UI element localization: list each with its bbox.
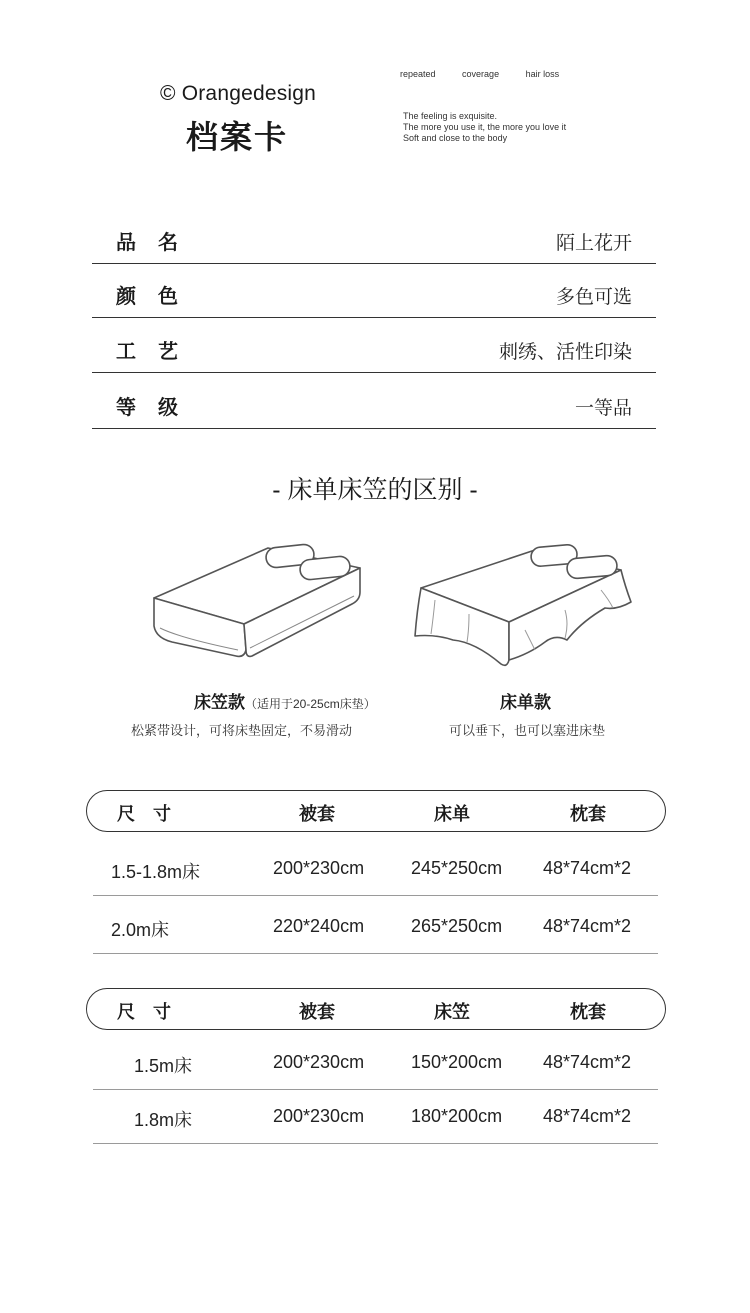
- flat-style-name: 床单款: [500, 693, 551, 712]
- info-value: 刺绣、活性印染: [498, 342, 632, 363]
- table-cell: 1.5-1.8m床: [111, 862, 201, 882]
- table1-header-pillowcase: 枕套: [570, 804, 606, 824]
- table-cell: 1.8m床: [134, 1110, 193, 1130]
- info-row-craft: [92, 318, 656, 373]
- info-value: 多色可选: [555, 287, 632, 308]
- fitted-sheet-illustration: [140, 530, 380, 670]
- row-divider: [93, 953, 658, 954]
- table-cell: 265*250cm: [411, 916, 503, 936]
- table-cell: 150*200cm: [411, 1052, 503, 1072]
- tag-repeated: repeated: [400, 69, 436, 79]
- tag-list: [400, 69, 583, 79]
- table-cell: 48*74cm*2: [543, 858, 632, 878]
- info-value: 一等品: [574, 398, 632, 419]
- slogan: [403, 111, 566, 144]
- table-cell: 2.0m床: [111, 920, 170, 940]
- table-cell: 1.5m床: [134, 1056, 193, 1076]
- table-cell: 245*250cm: [411, 858, 503, 878]
- info-value: 陌上花开: [555, 233, 632, 254]
- fitted-style-name: 床笠款: [194, 693, 245, 712]
- table1-header-sheet: 床单: [434, 804, 470, 824]
- slogan-line-3: Soft and close to the body: [403, 133, 508, 143]
- row-divider: [93, 1143, 658, 1144]
- table1-header-size: 尺 寸: [117, 804, 171, 824]
- tag-coverage: coverage: [462, 69, 500, 79]
- table-cell: 48*74cm*2: [543, 1052, 632, 1072]
- section-title: - 床单床笠的区别 -: [272, 476, 478, 504]
- slogan-line-2: The more you use it, the more you love it: [403, 122, 567, 132]
- fitted-style-desc: 松紧带设计，可将床垫固定，不易滑动: [131, 723, 353, 738]
- info-label: 工艺: [116, 341, 200, 363]
- info-label: 等级: [116, 397, 200, 419]
- table1-header: [86, 790, 666, 832]
- table2-header-duvet: 被套: [299, 1002, 335, 1022]
- fitted-style-note: （适用于20-25cm床垫）: [245, 697, 376, 711]
- flat-style-desc: 可以垂下，也可以塞进床垫: [449, 723, 606, 738]
- row-divider: [93, 1089, 658, 1090]
- tag-hair-loss: hair loss: [525, 69, 560, 79]
- info-label: 品名: [116, 232, 200, 254]
- info-row-name: [92, 209, 656, 264]
- table-cell: 48*74cm*2: [543, 1106, 632, 1126]
- table-cell: 180*200cm: [411, 1106, 503, 1126]
- table2-header-pillowcase: 枕套: [570, 1002, 606, 1022]
- table1-header-duvet: 被套: [299, 804, 335, 824]
- table-cell: 200*230cm: [273, 1052, 365, 1072]
- table2-header-fitted: 床笠: [434, 1002, 470, 1022]
- table-cell: 220*240cm: [273, 916, 365, 936]
- table-cell: 48*74cm*2: [543, 916, 632, 936]
- table-cell: 200*230cm: [273, 1106, 365, 1126]
- page-title: 档案卡: [186, 119, 289, 155]
- table2-header-size: 尺 寸: [117, 1002, 171, 1022]
- fitted-style-caption: [194, 688, 376, 713]
- info-label: 颜色: [116, 286, 200, 308]
- info-row-color: [92, 263, 656, 318]
- row-divider: [93, 895, 658, 896]
- info-row-grade: [92, 374, 656, 429]
- flat-sheet-illustration: [405, 530, 645, 680]
- slogan-line-1: The feeling is exquisite.: [403, 111, 498, 121]
- brand-name: © Orangedesign: [160, 82, 317, 105]
- table-cell: 200*230cm: [273, 858, 365, 878]
- table2-header: [86, 988, 666, 1030]
